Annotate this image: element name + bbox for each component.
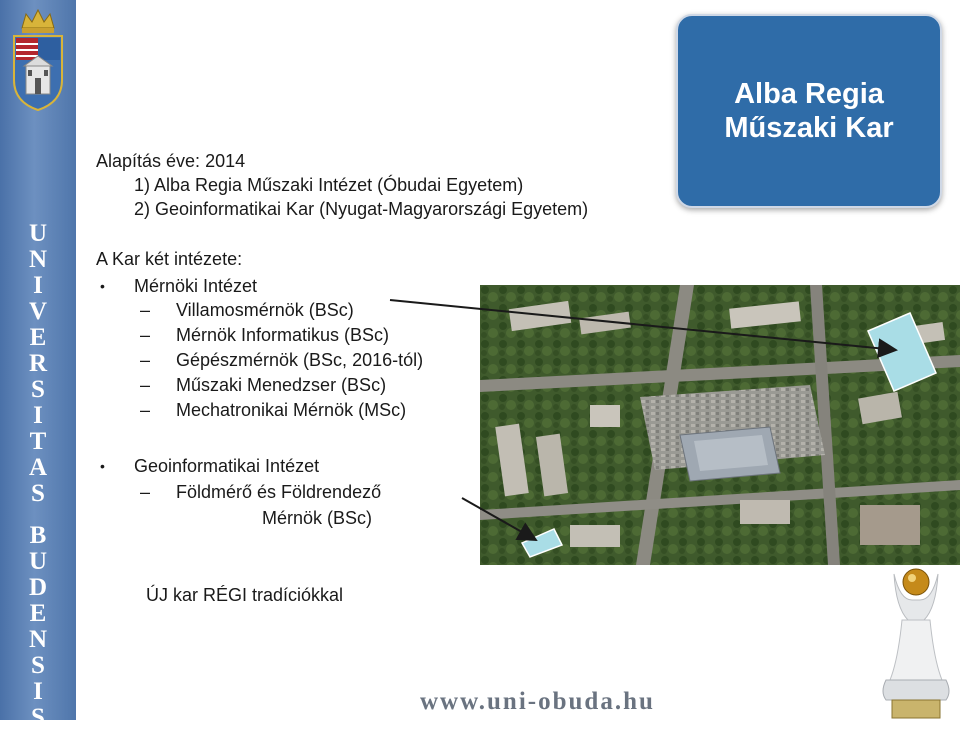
banner-letter: I bbox=[33, 678, 43, 705]
dash-icon: – bbox=[140, 375, 151, 395]
banner-letter: D bbox=[28, 574, 48, 601]
program-item-continuation: Mérnök (BSc) bbox=[262, 508, 373, 528]
banner-letter: U bbox=[28, 548, 48, 575]
university-crest-icon bbox=[8, 6, 68, 114]
statue-trophy-icon bbox=[872, 560, 960, 720]
program-item: Gépészmérnök (BSc, 2016-tól) bbox=[176, 350, 424, 370]
banner-letter: B bbox=[29, 522, 47, 549]
dash-icon: – bbox=[140, 400, 151, 420]
banner-letter: S bbox=[31, 704, 45, 731]
campus-aerial-map bbox=[480, 285, 960, 565]
website-link[interactable]: www.uni-obuda.hu bbox=[420, 688, 655, 715]
banner-letter: I bbox=[33, 272, 43, 299]
faculty-title-box bbox=[676, 14, 942, 208]
founding-heading: Alapítás éve: 2014 bbox=[96, 151, 246, 171]
program-item: Mechatronikai Mérnök (MSc) bbox=[176, 400, 407, 420]
bullet-icon: • bbox=[100, 278, 105, 294]
banner-letter: I bbox=[33, 402, 43, 429]
program-item: Műszaki Menedzser (BSc) bbox=[176, 375, 387, 395]
program-item: Villamosmérnök (BSc) bbox=[176, 300, 354, 320]
bullet-icon: • bbox=[100, 458, 105, 474]
banner-letter: E bbox=[29, 324, 47, 351]
banner-letter: S bbox=[31, 652, 45, 679]
geoinformatics-institute: Geoinformatikai Intézet bbox=[134, 456, 320, 476]
institutes-heading: A Kar két intézete: bbox=[96, 249, 243, 269]
founding-item-2: 2) Geoinformatikai Kar (Nyugat-Magyarországi Egyetem) bbox=[134, 199, 589, 219]
banner-letter: N bbox=[28, 246, 48, 273]
university-banner bbox=[0, 0, 76, 731]
founding-item-1: 1) Alba Regia Műszaki Intézet (Óbudai Egyetem) bbox=[134, 175, 524, 195]
dash-icon: – bbox=[140, 325, 151, 345]
tagline: ÚJ kar RÉGI tradíciókkal bbox=[146, 585, 344, 605]
program-item: Mérnök Informatikus (BSc) bbox=[176, 325, 390, 345]
banner-letter: E bbox=[29, 600, 47, 627]
dash-icon: – bbox=[140, 350, 151, 370]
banner-letter: V bbox=[28, 298, 48, 325]
aerial-photo-image bbox=[480, 285, 960, 565]
banner-letter: S bbox=[31, 480, 45, 507]
banner-letter: A bbox=[28, 454, 48, 481]
banner-letter: S bbox=[31, 376, 45, 403]
engineering-institute: Mérnöki Intézet bbox=[134, 276, 258, 296]
faculty-title-line2: Műszaki Kar bbox=[724, 112, 894, 144]
dash-icon: – bbox=[140, 482, 151, 502]
dash-icon: – bbox=[140, 300, 151, 320]
banner-letter: N bbox=[28, 626, 48, 653]
program-item: Földmérő és Földrendező bbox=[176, 482, 382, 502]
banner-letter: U bbox=[28, 220, 48, 247]
banner-letter: T bbox=[29, 428, 47, 455]
faculty-title-line1: Alba Regia bbox=[734, 78, 884, 110]
banner-letter: R bbox=[28, 350, 48, 377]
